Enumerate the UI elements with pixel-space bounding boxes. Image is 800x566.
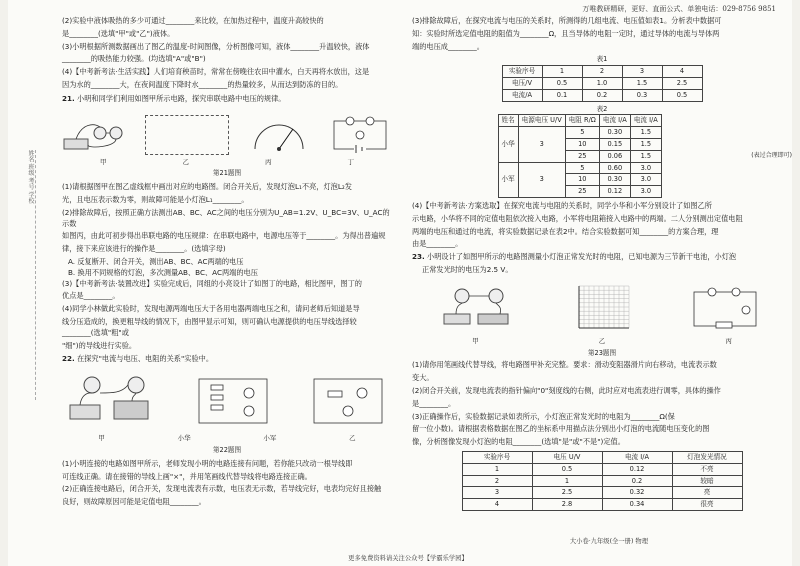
table-cell: 0.5 (532, 463, 602, 475)
table-cell: 0.30 (599, 174, 630, 186)
table-cell: 0.2 (602, 475, 672, 487)
question-line: (1)请你用笔画线代替导线，将电路图甲补充完整。要求：滑动变阻器滑片向右移动，电流表示数 (412, 360, 717, 370)
q22-parts-4 (412, 201, 792, 250)
right-column (412, 16, 792, 511)
table-cell: 10 (565, 174, 599, 186)
q21-parts (62, 182, 392, 255)
table-cell: 0.5 (662, 89, 702, 101)
table3-row (462, 463, 742, 475)
table2-row (498, 162, 661, 174)
table-cell: 1 (462, 463, 532, 475)
table-cell: 3 (462, 487, 532, 499)
question-line: (4)同学小林做此实验时，发现电源两端电压大于各用电器两端电压之和，请问老师后知道是导 (62, 304, 360, 314)
question-line: 变大。 (412, 373, 434, 383)
table-cell: 1 (542, 66, 582, 78)
table-cell: 2 (462, 475, 532, 487)
question-line: 可连线正确。请在接错的导线上画"×"，并用笔画线代替导线将电路连接正确。 (62, 471, 312, 481)
fig21-cap-a: 甲 (100, 157, 107, 166)
question-line: ________的吸热能力较强。(均选填"A"或"B") (62, 54, 206, 64)
table-cell: 1 (532, 475, 602, 487)
table-cell: 很亮 (672, 499, 742, 511)
table-cell: 电阻 R/Ω (565, 115, 599, 127)
table-cell: 3.0 (630, 186, 661, 198)
binding-margin: 姓名 班级 考号 学校 (18, 150, 36, 400)
fig21-circuit-photo (62, 115, 126, 155)
question-line: 是________(选填"甲"或"乙")液体。 (62, 28, 175, 38)
fig22-title: 第22题图 (212, 445, 242, 454)
q22-stem (62, 354, 392, 365)
table-cell: 4 (662, 66, 702, 78)
fig21-circuit-diagram (328, 115, 392, 155)
question-line: 两端的电压和通过的电流，将实验数据记录在表2中。结合实验数据可知________的方案合理，理 (412, 226, 719, 236)
question-line: (3)排除故障后，在探究电流与电压的关系时，所测得的几组电流、电压值如表1。分析表中数据可 (412, 16, 722, 25)
table-cell: 亮 (672, 487, 742, 499)
q20-continuation (62, 16, 392, 91)
table-cell: 25 (565, 186, 599, 198)
fig23-title: 第23题图 (587, 348, 617, 357)
question-line: 光，且电压表示数为零，则故障可能是小灯泡L₁________。 (62, 194, 249, 204)
fig23-row (412, 280, 792, 334)
question-line: (2)实验中液体吸热的多少可通过________来比较，在加热过程中，温度升高较快的 (62, 16, 324, 25)
table-cell: 1.5 (630, 150, 661, 162)
table-cell: 25 (565, 150, 599, 162)
left-column (62, 16, 392, 510)
footer-promo: 更多免费资料请关注公众号【学霸乐学园】 (348, 555, 468, 562)
question-line: 律，接下来应该进行的操作是________。(选填字母) (62, 244, 226, 254)
fig22-circuit-xiaojun (304, 371, 392, 431)
fig22-row (62, 369, 392, 431)
table-cell: 电流 I/A (599, 115, 630, 127)
table-cell: 3.0 (630, 162, 661, 174)
table3-row (462, 499, 742, 511)
fig22-circuit-xiaohua (189, 371, 277, 431)
table-cell: 0.06 (599, 150, 630, 162)
q22-text: 在探究"电流与电压、电阻的关系"实验中。 (77, 354, 214, 364)
table-cell: 实验序号 (502, 66, 542, 78)
table-cell: 3 (622, 66, 662, 78)
table-cell: 小华 (498, 127, 518, 162)
table-cell: 1.5 (622, 77, 662, 89)
fig22-captions (62, 433, 392, 444)
table3-row (462, 475, 742, 487)
table-cell: 0.2 (582, 89, 622, 101)
question-line: 优点是________。 (62, 291, 120, 301)
q21-stem (62, 94, 392, 105)
table-cell: 0.12 (602, 463, 672, 475)
fig22-cap-d: 乙 (349, 434, 356, 443)
q23-number: 23. (412, 252, 425, 262)
fig22-cap-c: 小军 (263, 434, 277, 443)
fig22-cap-a: 甲 (98, 434, 105, 443)
table-cell: 0.60 (599, 162, 630, 174)
fig21-cap-b: 乙 (182, 157, 189, 166)
table2-header-row (498, 115, 661, 127)
table-cell: 1.5 (630, 127, 661, 139)
fig21-cap-d: 丁 (347, 157, 354, 166)
page-header: 万唯教研精研，更好、直面公式、单独电话：029-8756 9851 (582, 5, 776, 13)
q23-text: 小明设计了如图甲所示的电路图测量小灯泡正常发光时的电阻，已知电源为三节新干电池，小灯泡 (427, 252, 737, 262)
question-line: (3)【中考新考法·装置改进】实验完成后，同组的小亮设计了如图丁的电路，相比图甲，图丁的 (62, 278, 362, 288)
table1-header-row (502, 66, 702, 78)
question-line: 知：实验时所选定值电阻的阻值为________Ω，且当导体的电阻一定时，通过导体的电流与导体两 (412, 28, 720, 38)
table1 (502, 65, 703, 101)
q21-number: 21. (62, 93, 75, 103)
table2 (498, 114, 662, 198)
fig21-dashed-box (145, 115, 229, 155)
q22-number: 22. (62, 354, 75, 364)
table3-row (462, 487, 742, 499)
fig23-cap-c: 丙 (725, 336, 732, 345)
q21-option-a: A. 反复断开、闭合开关，测出AB、BC、AC两端的电压 (68, 256, 244, 266)
q22-parts (62, 459, 392, 508)
table-cell: 10 (565, 138, 599, 150)
question-line: (3)正确操作后，实验数据记录如表所示，小灯泡正常发光时的电阻为________Ω(保 (412, 411, 675, 421)
table-cell: 电源电压 U/V (518, 115, 565, 127)
question-line: 线分压造成的，换更粗导线的情况下，由图甲显示可知，则可确认电源提供的电压导线选择较________(选填"粗"或 (62, 316, 357, 337)
fig22-circuit-photo (62, 371, 162, 431)
fig21-voltmeter-dial (249, 115, 309, 155)
table-cell: 0.30 (599, 127, 630, 139)
table-cell: 2.5 (662, 77, 702, 89)
table-cell: 1.0 (582, 77, 622, 89)
fig23-circuit-diagram (686, 284, 766, 334)
fig21-captions (62, 157, 392, 168)
table-cell: 小军 (498, 162, 518, 197)
q23-stem (412, 252, 792, 263)
table-cell: 3 (518, 162, 565, 197)
fig21-cap-c: 丙 (265, 157, 272, 166)
table-cell: 姓名 (498, 115, 518, 127)
table2-title: 表2 (596, 104, 608, 113)
question-line: 像，分析图像发现小灯泡的电阻________(选填"是"或"不是")定值。 (412, 437, 625, 447)
table-cell: 0.12 (599, 186, 630, 198)
question-line: (1)请根据图甲在图乙虚线框中画出对应的电路图。闭合开关后，发现灯泡L₁不亮，灯泡L₂发 (62, 182, 352, 192)
table-cell: 0.5 (542, 77, 582, 89)
question-line: 留一位小数)。请根据表格数据在图乙的坐标系中用描点法分别出小灯泡的电流随电压变化的图 (412, 424, 710, 434)
table-cell: 电流/A (502, 89, 542, 101)
table-cell: 2.8 (532, 499, 602, 511)
fig21-row (62, 109, 392, 155)
table-cell: 3 (518, 127, 565, 162)
fig23-grid-graph (571, 282, 633, 334)
q21-option-b: B. 换用不同规格的灯泡，多次测量AB、BC、AC两端的电压 (68, 267, 258, 277)
question-line: (1)小明连接的电路如图甲所示，老师发现小明的电路连接有问题，若你能只改动一根导线即 (62, 458, 353, 468)
question-line: (2)正确连接电路后，闭合开关，发现电流表有示数，电压表无示数，若导线完好，电表均完好且接触 (62, 484, 382, 494)
fig23-captions (412, 336, 792, 347)
table3-header-row (462, 451, 742, 463)
question-line: (2)闭合开关前，发现电流表的指针偏向"0"刻度线的右侧，此时应对电流表进行调零，具体的操作 (412, 385, 721, 395)
fig22-cap-b: 小华 (177, 434, 191, 443)
table-cell: 较暗 (672, 475, 742, 487)
question-line: 端的电压成________。 (412, 41, 484, 51)
table-cell: 电压/V (502, 77, 542, 89)
question-line: 由是________。 (412, 239, 463, 249)
table-cell: 0.34 (602, 499, 672, 511)
table-cell: 电压 U/V (532, 451, 602, 463)
q23-parts (412, 360, 792, 448)
table1-row (502, 77, 702, 89)
question-line: 良好，则故障原因可能是定值电阻________。 (62, 497, 206, 507)
table-cell: 5 (565, 127, 599, 139)
table-cell: 0.32 (602, 487, 672, 499)
question-line: 因为水的________大，在夜间温度下降时水________的热量较多，从而达到防冻的目的。 (62, 79, 343, 89)
footer-subject: 大小卷·九年级(全一册) 物理 (569, 538, 648, 545)
table3 (462, 451, 743, 511)
fig23-cap-b: 乙 (598, 336, 606, 345)
table-cell: 0.1 (542, 89, 582, 101)
exam-sheet (8, 0, 792, 566)
question-line: 是________。 (412, 398, 456, 408)
question-line: 示电路，小华将不同的定值电阻依次接入电路，小军将电阻箱接入电路中的两端。二人分别测出定值电阻 (412, 213, 743, 223)
table-cell: 0.3 (622, 89, 662, 101)
question-line: (4)【中考新考法·方案选取】在探究电流与电阻的关系时，同学小华和小军分别设计了如图乙所 (412, 200, 712, 210)
table1-title: 表1 (596, 55, 608, 64)
table-cell: 灯泡发光情况 (672, 451, 742, 463)
table-cell: 0.15 (599, 138, 630, 150)
table-cell: 实验序号 (462, 451, 532, 463)
table-cell: 不亮 (672, 463, 742, 475)
q21-text: 小明和同学们利用如图甲所示电路，探究串联电路中电压的规律。 (77, 93, 286, 103)
table2-row (498, 127, 661, 139)
fig21-title: 第21题图 (212, 169, 242, 178)
question-line: 如图丙，由此可初步得出串联电路的电压规律：在串联电路中，电源电压等于________。为得出普遍规 (62, 231, 386, 241)
q23-text-2: 正常发光时的电压为2.5 V。 (422, 264, 513, 274)
table-cell: 电流 I/A (630, 115, 661, 127)
table-cell: 5 (565, 162, 599, 174)
table-cell: 1.5 (630, 138, 661, 150)
table2-note: (表过合理即可) (751, 151, 792, 159)
question-line: "细")的导线进行实验。 (62, 340, 137, 350)
question-line: (2)排除故障后，按照正确方法测出AB、BC、AC之间的电压分别为U_AB=1.2V、U_BC=3V、U_AC的示数 (62, 207, 390, 228)
fig23-cap-a: 甲 (472, 336, 479, 345)
table1-row (502, 89, 702, 101)
q22-parts-3 (412, 16, 792, 52)
question-line: (3)小明根据所测数据画出了图乙的温度-时间图像，分析图像可知，液体________升温较快，液体 (62, 41, 370, 51)
table-cell: 3.0 (630, 174, 661, 186)
fig23-circuit-photo (438, 284, 518, 334)
table-cell: 2 (582, 66, 622, 78)
table-cell: 4 (462, 499, 532, 511)
table-cell: 2.5 (532, 487, 602, 499)
q21-parts-2 (62, 279, 392, 352)
table2-wrap (412, 114, 792, 198)
table-cell: 电流 I/A (602, 451, 672, 463)
question-line: (4)【中考新考法·生活实践】人们培育秧苗时，常常在傍晚往农田中灌水，白天再将水放出，这是 (62, 67, 370, 77)
